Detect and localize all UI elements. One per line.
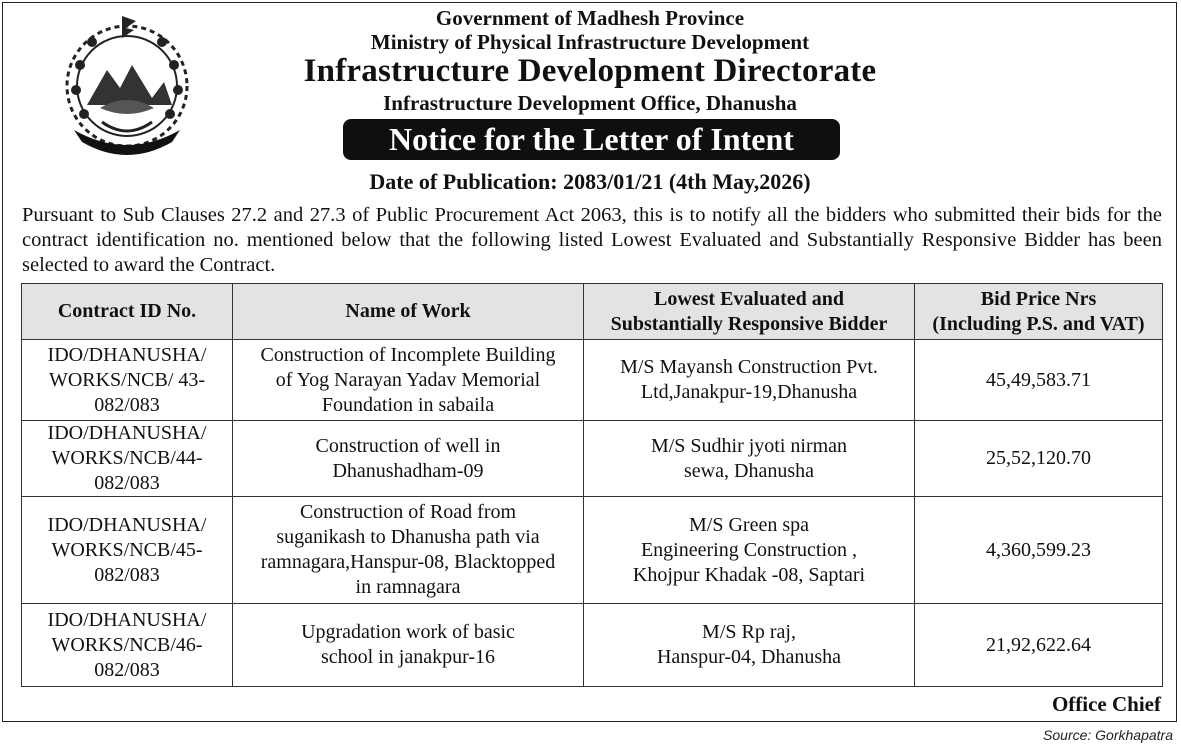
header-contract-id: Contract ID No. (22, 284, 233, 340)
cell-contract-id: IDO/DHANUSHA/ WORKS/NCB/ 43- 082/083 (22, 340, 233, 421)
office-line: Infrastructure Development Office, Dhanusha (383, 91, 797, 115)
cell-bidder: M/S Sudhir jyoti nirman sewa, Dhanusha (584, 421, 915, 497)
cell-contract-id: IDO/DHANUSHA/ WORKS/NCB/44- 082/083 (22, 421, 233, 497)
nepal-government-emblem-icon (52, 10, 202, 158)
header-bidder: Lowest Evaluated and Substantially Responsive Bidder (584, 284, 915, 340)
award-table (21, 283, 1163, 687)
office-chief-signoff: Office Chief (1051, 692, 1161, 716)
cell-work: Construction of Incomplete Building of Yog Narayan Yadav Memorial Foundation in sabaila (233, 340, 584, 421)
table-row (22, 340, 1163, 421)
cell-bidder: M/S Mayansh Construction Pvt. Ltd,Janakpur-19,Dhanusha (584, 340, 915, 421)
cell-price: 21,92,622.64 (915, 604, 1163, 687)
intro-paragraph: Pursuant to Sub Clauses 27.2 and 27.3 of Public Procurement Act 2063, this is to notify all the bidders who submitted their bids for the contract identification no. mentioned below that the following listed Lowest Evaluated and Substantially Responsive Bidder has been selected to award the Contract. (22, 204, 1162, 276)
header-name-of-work: Name of Work (233, 284, 584, 340)
notice-title-banner: Notice for the Letter of Intent (343, 119, 840, 160)
cell-price: 4,360,599.23 (915, 497, 1163, 604)
table-row (22, 604, 1163, 687)
cell-contract-id: IDO/DHANUSHA/ WORKS/NCB/46- 082/083 (22, 604, 233, 687)
publication-date: Date of Publication: 2083/01/21 (4th May,2026) (369, 169, 811, 194)
table-row (22, 421, 1163, 497)
cell-work: Construction of well in Dhanushadham-09 (233, 421, 584, 497)
cell-work: Upgradation work of basic school in janakpur-16 (233, 604, 584, 687)
government-line: Government of Madhesh Province (435, 6, 745, 30)
directorate-title: Infrastructure Development Directorate (303, 53, 877, 89)
table-header-row (22, 284, 1163, 340)
cell-price: 45,49,583.71 (915, 340, 1163, 421)
ministry-line: Ministry of Physical Infrastructure Development (370, 30, 810, 54)
cell-price: 25,52,120.70 (915, 421, 1163, 497)
cell-work: Construction of Road from suganikash to Dhanusha path via ramnagara,Hanspur-08, Blacktopped in ramnagara (233, 497, 584, 604)
cell-bidder: M/S Rp raj, Hanspur-04, Dhanusha (584, 604, 915, 687)
table-row (22, 497, 1163, 604)
source-credit: Source: Gorkhapatra (1043, 727, 1173, 743)
header-bid-price: Bid Price Nrs (Including P.S. and VAT) (915, 284, 1163, 340)
cell-bidder: M/S Green spa Engineering Construction , Khojpur Khadak -08, Saptari (584, 497, 915, 604)
cell-contract-id: IDO/DHANUSHA/ WORKS/NCB/45- 082/083 (22, 497, 233, 604)
